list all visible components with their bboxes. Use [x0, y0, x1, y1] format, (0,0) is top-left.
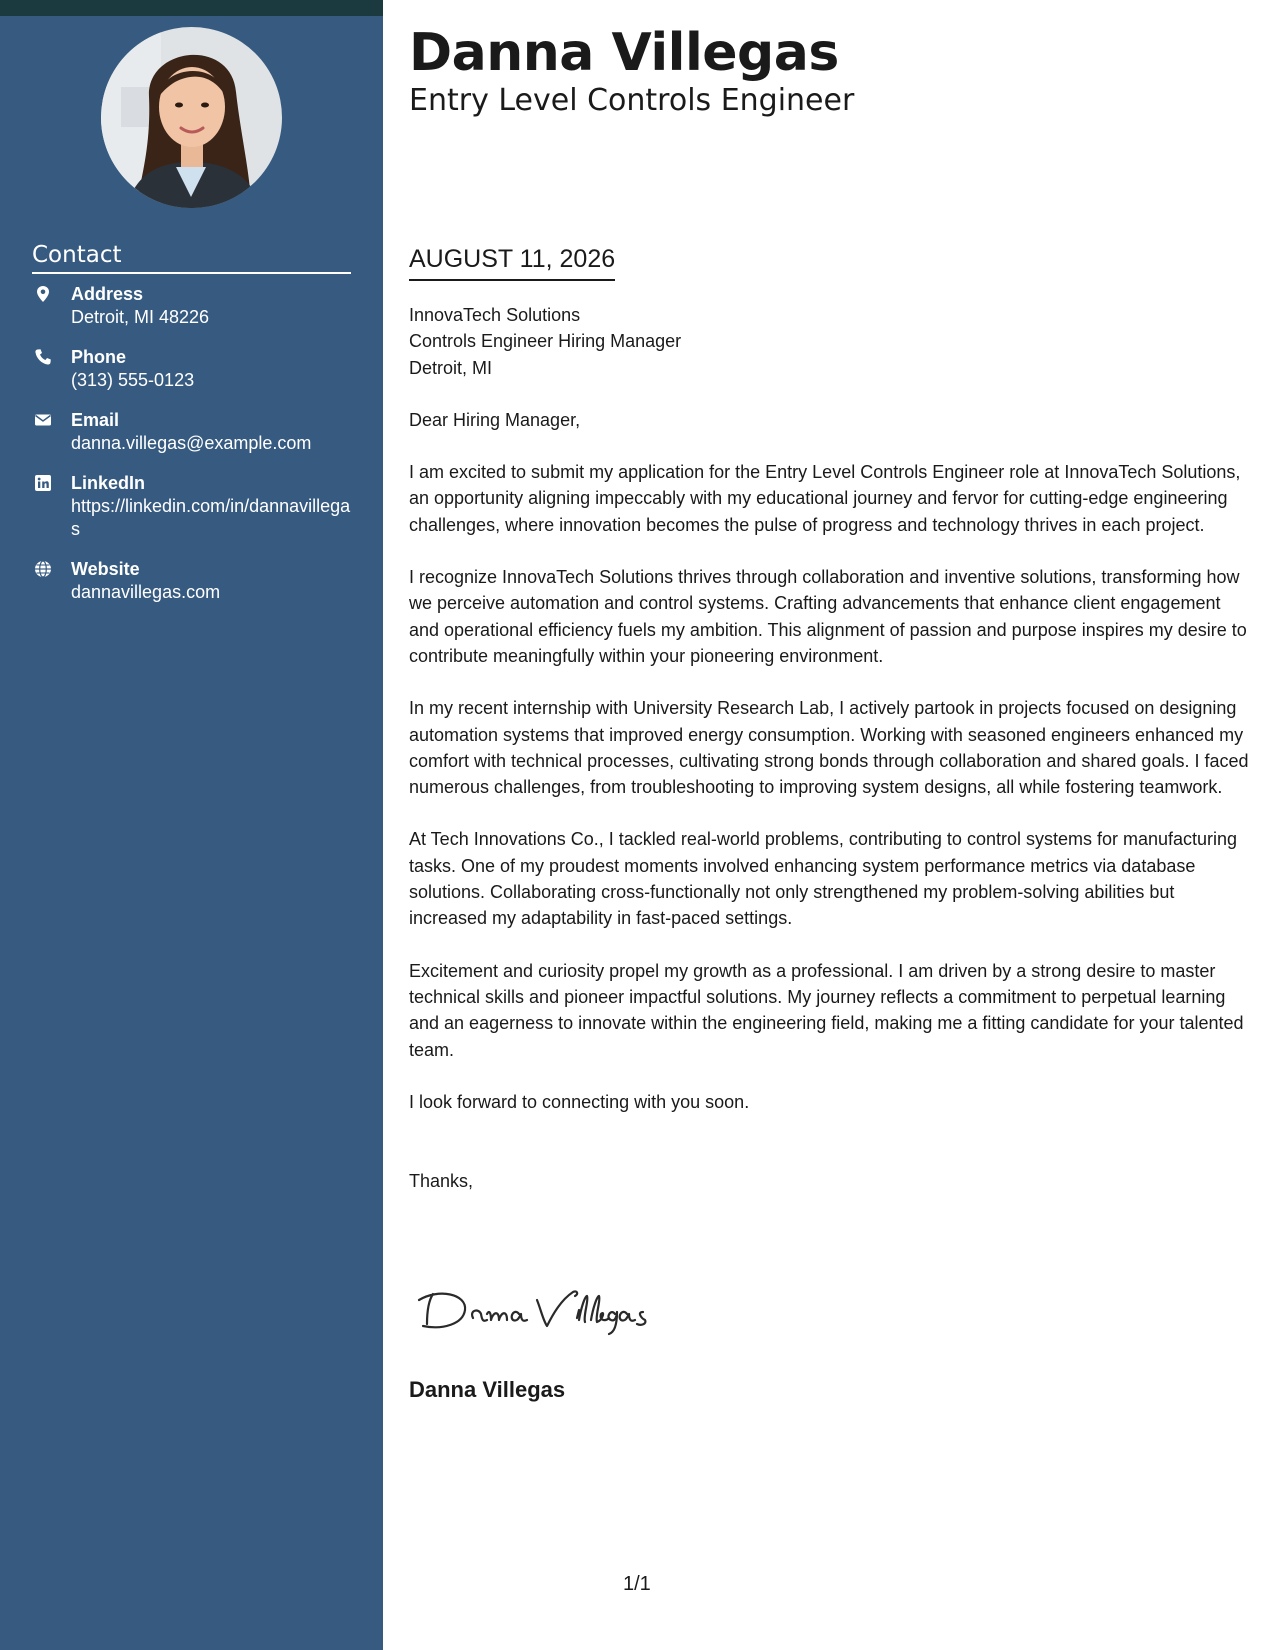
closing-line: I look forward to connecting with you soon.	[409, 1091, 750, 1112]
phone-icon	[34, 348, 52, 366]
linkedin-icon	[34, 474, 52, 492]
phone-value[interactable]: (313) 555-0123	[71, 370, 195, 390]
contact-item-linkedin	[32, 472, 352, 541]
body-paragraph: In my recent internship with University Research Lab, I actively partook in projects focused on designing automation systems that improved energy consumption. Working with seasoned engineers enhanced my comfort with technical processes, cultivating strong bonds through collaboration and shared goals. I faced numerous challenges, from troubleshooting to improving system designs, all while fostering teamwork.	[409, 698, 1249, 798]
body-paragraph: I recognize InnovaTech Solutions thrives through collaboration and inventive solutions, transforming how we perceive automation and control systems. Crafting advancements that enhance client engagement and operational efficiency fuels my ambition. This alignment of passion and purpose inspires my desire to contribute meaningfully within your pioneering environment.	[409, 567, 1247, 666]
letter-date: AUGUST 11, 2026	[409, 243, 615, 281]
website-value[interactable]: dannavillegas.com	[71, 582, 221, 602]
contact-list	[32, 283, 352, 621]
contact-label: Website	[71, 559, 140, 579]
contact-item-website	[32, 558, 352, 604]
contact-label: Email	[71, 410, 120, 430]
envelope-icon	[34, 411, 52, 429]
candidate-name: Danna Villegas	[409, 23, 839, 83]
recipient-block	[409, 302, 1249, 381]
letter-body	[409, 302, 1249, 1194]
recipient-location: Detroit, MI	[409, 357, 493, 378]
map-pin-icon	[34, 285, 52, 303]
globe-icon	[34, 560, 52, 578]
contact-label: Phone	[71, 347, 127, 367]
signed-name: Danna Villegas	[409, 1377, 566, 1402]
body-paragraph: I am excited to submit my application for the Entry Level Controls Engineer role at InnovaTech Solutions, an opportunity aligning impeccably with my educational journey and fervor for cutting-edge engineering challenges, where innovation becomes the pulse of progress and technology thrives in each project.	[409, 462, 1241, 535]
signoff: Thanks,	[409, 1171, 474, 1192]
linkedin-value[interactable]: https://linkedin.com/in/dannavillegas	[71, 496, 351, 539]
salutation: Dear Hiring Manager,	[409, 409, 581, 430]
body-paragraph: Excitement and curiosity propel my growth as a professional. I am driven by a strong desire to master technical skills and pioneer impactful solutions. My journey reflects a commitment to perpetual learning and an eagerness to innovate within the engineering field, making me a fitting candidate for your talented team.	[409, 960, 1244, 1060]
sidebar	[0, 0, 383, 1650]
email-value[interactable]: danna.villegas@example.com	[71, 433, 312, 453]
job-title: Entry Level Controls Engineer	[409, 83, 855, 118]
contact-label: LinkedIn	[71, 473, 146, 493]
recipient-role: Controls Engineer Hiring Manager	[409, 331, 682, 352]
handwritten-signature	[409, 1280, 669, 1340]
recipient-company: InnovaTech Solutions	[409, 305, 581, 325]
contact-item-phone	[32, 346, 352, 392]
contact-label: Address	[71, 284, 144, 304]
contact-item-email	[32, 409, 352, 455]
contact-item-address	[32, 283, 352, 329]
address-value: Detroit, MI 48226	[71, 307, 210, 327]
body-paragraph: At Tech Innovations Co., I tackled real-world problems, contributing to control systems for manufacturing tasks. One of my proudest moments involved enhancing system performance metrics via database solutions. Collaborating cross-functionally not only strengthened my problem-solving abilities but increased my adaptability in fast-paced settings.	[409, 829, 1238, 929]
contact-heading: Contact	[32, 240, 351, 274]
sidebar-top-bar	[0, 0, 383, 16]
page-number: 1/1	[623, 1573, 651, 1595]
profile-photo	[101, 27, 282, 208]
